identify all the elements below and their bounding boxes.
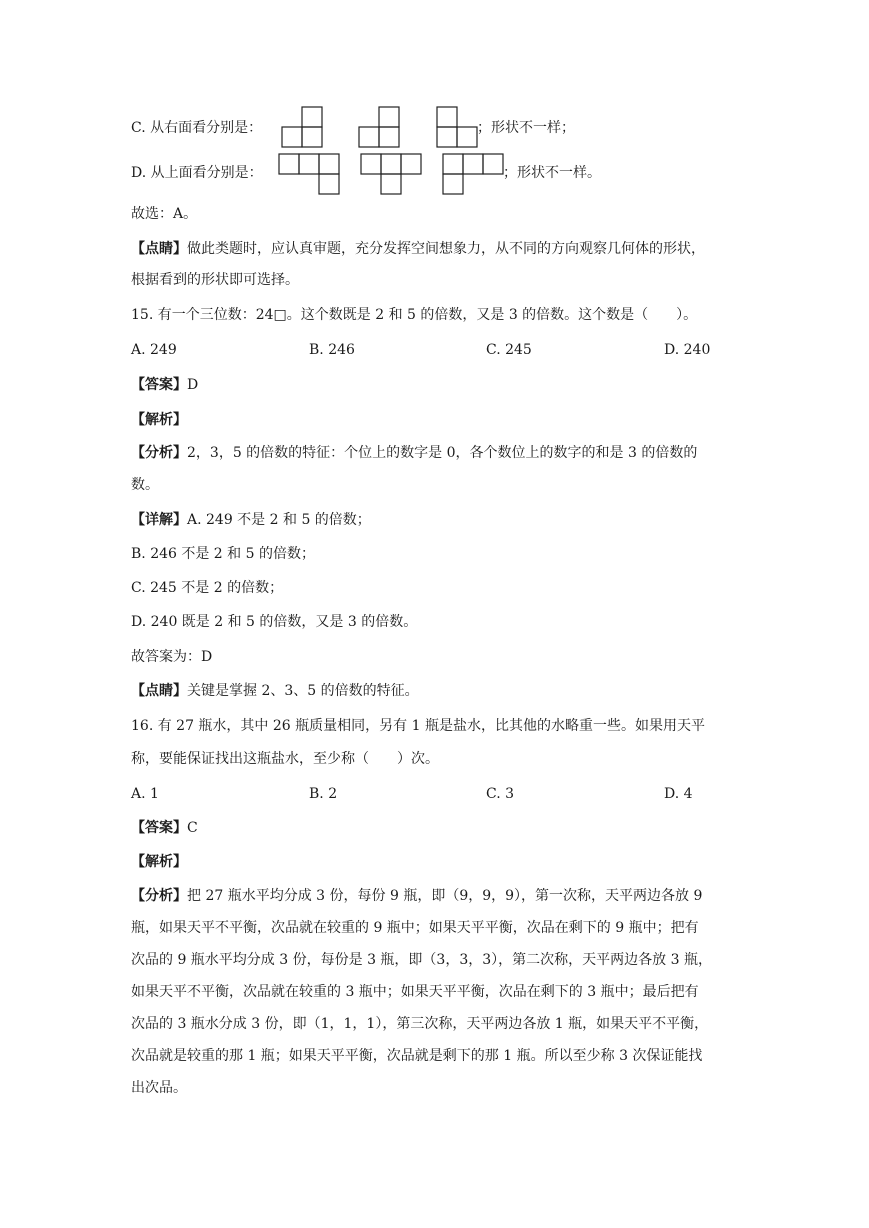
q15-final-answer: 故答案为：D	[131, 649, 213, 665]
tip-text: 做此类题时，应认真审题，充分发挥空间想象力，从不同的方向观察几何体的形状，	[187, 241, 705, 257]
q16-option-b: B. 2	[309, 786, 338, 802]
option-c-suffix: ；形状不一样；	[477, 120, 575, 136]
tip-text: 关键是掌握 2、3、5 的倍数的特征。	[187, 683, 419, 699]
q15-option-c: C. 245	[486, 342, 532, 358]
q15-fenxi-line-1	[131, 443, 697, 463]
fenxi-tag: 【分析】	[131, 445, 187, 461]
q16-fenxi-line-6: 次品就是较重的那 1 瓶；如果天平平衡，次品就是剩下的那 1 瓶。所以至少称 3 次保证能找	[131, 1048, 703, 1064]
answer-value: D	[187, 377, 199, 393]
q16-option-a: A. 1	[131, 786, 159, 802]
q16-fenxi-line-4: 如果天平不平衡，次品就在较重的 3 瓶中；如果天平平衡，次品在剩下的 3 瓶中；最后把有	[131, 984, 699, 1000]
q16-option-d: D. 4	[664, 786, 693, 802]
q15-xiangjie-line-1	[131, 510, 371, 530]
top-view-figure-1	[275, 152, 341, 196]
q15-fenxi-line-2: 数。	[131, 477, 159, 493]
right-view-figure-3	[433, 105, 481, 149]
fenxi-text: 把 27 瓶水平均分成 3 份，每份 9 瓶，即（9，9，9），第一次称，天平两边各放 9	[187, 888, 703, 904]
option-d-prefix: D. 从上面看分别是：	[131, 165, 263, 181]
q15-tip	[131, 681, 419, 701]
q16-fenxi-line-1	[131, 886, 702, 906]
q15-option-b: B. 246	[309, 342, 355, 358]
fenxi-text: 2，3，5 的倍数的特征：个位上的数字是 0，各个数位上的数字的和是 3 的倍数的	[187, 445, 698, 461]
q16-stem-line-1: 16. 有 27 瓶水，其中 26 瓶质量相同，另有 1 瓶是盐水，比其他的水略重一些。如果用天平	[131, 718, 705, 734]
option-c-prefix: C. 从右面看分别是：	[131, 120, 263, 136]
q16-fenxi-line-5: 次品的 3 瓶水分成 3 份，即（1，1，1），第三次称，天平两边各放 1 瓶，如果天平不平衡，	[131, 1016, 709, 1032]
q15-option-a: A. 249	[131, 342, 177, 358]
q16-option-c: C. 3	[486, 786, 515, 802]
q15-xiangjie-line-4: D. 240 既是 2 和 5 的倍数，又是 3 的倍数。	[131, 614, 418, 630]
xiangjie-text: A. 249 不是 2 和 5 的倍数；	[187, 512, 371, 528]
tip-tag: 【点睛】	[131, 241, 187, 257]
fenxi-tag: 【分析】	[131, 888, 187, 904]
right-view-figure-2	[355, 105, 403, 149]
top-view-figure-2	[357, 152, 423, 196]
q15-answer	[131, 375, 198, 395]
q15-stem: 15. 有一个三位数：24□。这个数既是 2 和 5 的倍数，又是 3 的倍数。这个数是（ ）。	[131, 307, 698, 323]
answer-value: C	[187, 820, 198, 836]
q16-analysis-tag: 【解析】	[131, 854, 187, 870]
answer-tag: 【答案】	[131, 377, 187, 393]
q16-answer	[131, 818, 198, 838]
q14-tip-line-1	[131, 239, 705, 259]
q15-xiangjie-line-3: C. 245 不是 2 的倍数；	[131, 580, 284, 596]
tip-tag: 【点睛】	[131, 683, 187, 699]
q16-fenxi-line-2: 瓶，如果天平不平衡，次品就在较重的 9 瓶中；如果天平平衡，次品在剩下的 9 瓶中；把有	[131, 920, 699, 936]
q15-option-d: D. 240	[664, 342, 711, 358]
right-view-figure-1	[278, 105, 326, 149]
q15-analysis-tag: 【解析】	[131, 412, 187, 428]
q15-xiangjie-line-2: B. 246 不是 2 和 5 的倍数；	[131, 546, 315, 562]
q16-fenxi-line-7: 出次品。	[131, 1080, 187, 1096]
q14-conclusion: 故选：A。	[131, 206, 198, 222]
top-view-figure-3	[439, 152, 505, 196]
option-d-suffix: ；形状不一样。	[503, 165, 601, 181]
xiangjie-tag: 【详解】	[131, 512, 187, 528]
q16-stem-line-2: 称，要能保证找出这瓶盐水，至少称（ ）次。	[131, 751, 439, 767]
q14-tip-line-2: 根据看到的形状即可选择。	[131, 272, 299, 288]
answer-tag: 【答案】	[131, 820, 187, 836]
q16-fenxi-line-3: 次品的 9 瓶水平均分成 3 份，每份是 3 瓶，即（3，3，3），第二次称，天平两边各放 3 瓶，	[131, 952, 712, 968]
